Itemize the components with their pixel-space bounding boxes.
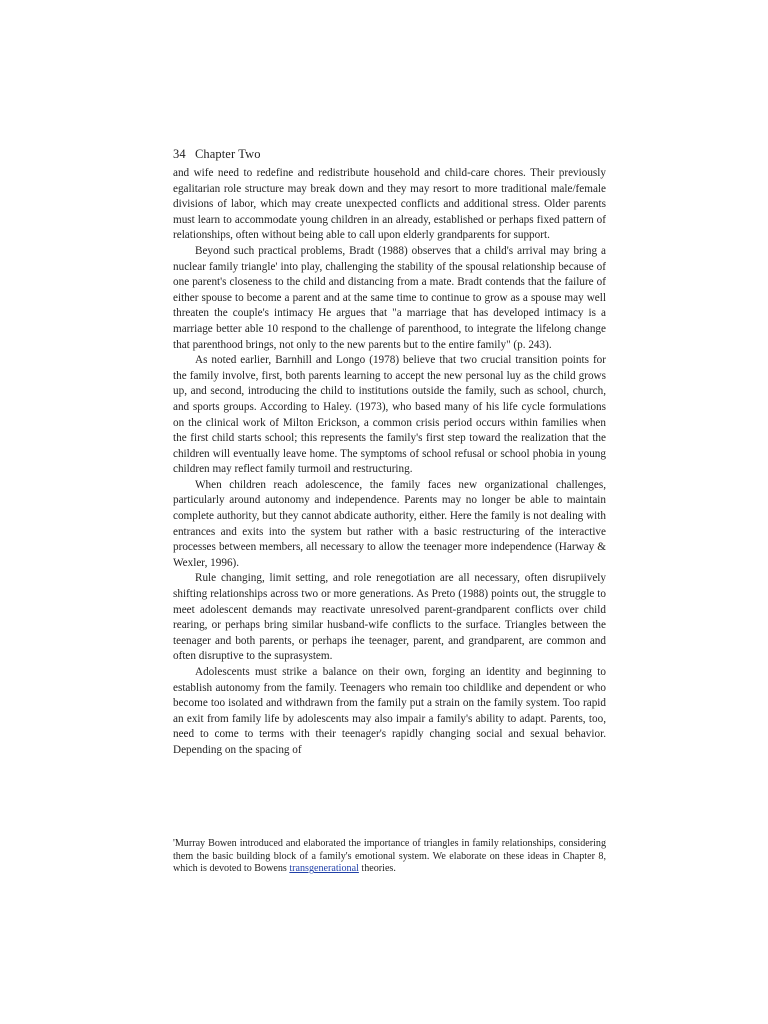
body-text: [173, 166, 606, 759]
paragraph-6: Adolescents must strike a balance on their own, forging an identity and beginning to establish autonomy from the family. Teenagers who remain too childlike and dependent or who become too isolated and withdrawn from the family put a strain on the family system. Too rapid an exit from family life by adolescents may also impair a family's ability to adapt. Parents, too, need to come to terms with their teenager's rapidly changing social and sexual behavior. Depending on the spacing of: [173, 666, 606, 756]
paragraph-1: and wife need to redefine and redistribute household and child-care chores. Their previously egalitarian role structure may break down and they may resort to more traditional male/female divisions of labor, which may create unexpected conflicts and additional stress. Older parents must learn to accommodate young children in an already, established or perhaps fixed pattern of relationships, often without being able to call upon elderly grandparents for support.: [173, 167, 606, 242]
footnote: [173, 838, 606, 876]
page-number: 34: [173, 147, 186, 161]
footnote-text-end: theories.: [358, 863, 396, 875]
page-body: [173, 146, 606, 759]
paragraph-3: As noted earlier, Barnhill and Longo (1978) believe that two crucial transition points for the family involve, first, both parents learning to accept the new personal luy as the child grows up, and second, introducing the child to institutions outside the family, such as school, church, and sports groups. According to Haley. (1973), who based many of his life cycle formulations on the clinical work of Milton Erickson, a common crisis period occurs within families when the first child starts school; this represents the family's first step toward the realization that the children will eventually leave home. The symptoms of school refusal or school phobia in young children may reflect family turmoil and restructuring.: [173, 354, 606, 476]
footnote-section: [173, 838, 606, 876]
paragraph-5: Rule changing, limit setting, and role renegotiation are all necessary, often disrupiively shifting relationships across two or more generations. As Preto (1988) points out, the struggle to meet adolescent demands may reactivate unresolved parent-grandparent conflicts over child rearing, or perhaps bring similar husband-wife conflicts to the surface. Triangles between the teenager and both parents, or perhaps ihe teenager, parent, and grandparent, are common and often disruptive to the suprasystem.: [173, 572, 606, 663]
running-head: [173, 146, 606, 162]
paragraph-4: When children reach adolescence, the family faces new organizational challenges, particularly around autonomy and independence. Parents may no longer be able to maintain complete authority, but they cannot abdicate authority, either. Here the family is not dealing with entrances and exits into the system but rather with a basic restructuring of the interactive processes between members, all necessary to allow the teenager more independence (Harway & Wexler, 1996).: [173, 478, 606, 569]
paragraph-2: Beyond such practical problems, Bradt (1988) observes that a child's arrival may bring a nuclear family triangle' into play, challenging the stability of the spousal relationship because of one parent's closeness to the child and distancing from a mate. Bradt contends that the failure of either spouse to become a parent and at the same time to continue to grow as a spouse may well threaten the couple's intimacy He argues that "a marriage that has developed intimacy is a marriage better able 10 respond to the challenge of parenthood, to integrate the lifelong change that parenthood brings, not only to the new parents but to the entire family" (p. 243).: [173, 244, 606, 351]
footnote-text: 'Murray Bowen introduced and elaborated the importance of triangles in family relationships, considering them the basic building block of a family's emotional system. We elaborate on these ideas in Chapter 8, which is devoted to Bowens: [173, 838, 606, 875]
footnote-link[interactable]: transgenerational: [289, 863, 359, 875]
chapter-title: Chapter Two: [194, 147, 261, 161]
